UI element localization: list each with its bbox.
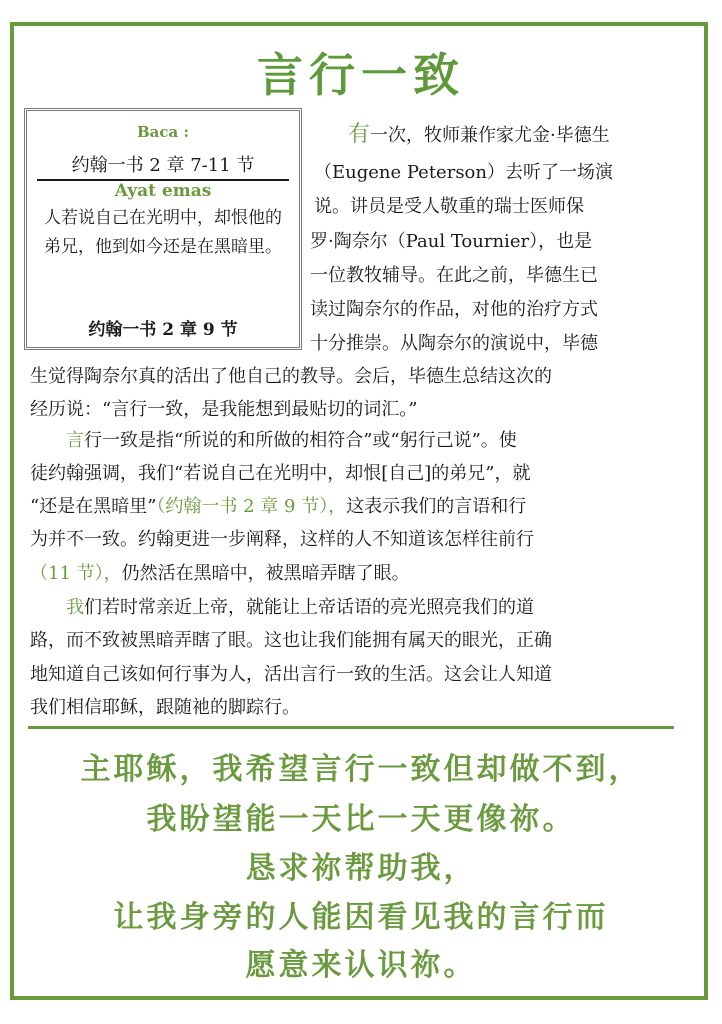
reading-reference: 约翰一书 2 章 7-11 节 [71,155,255,176]
paragraph-1-line-8: 生觉得陶奈尔真的活出了他自己的教导。会后，毕德生总结这次的 [30,366,552,387]
section-divider [28,726,674,729]
paragraph-1-line-7: 十分推崇。从陶奈尔的演说中，毕德 [310,333,598,354]
key-verse-reference: 约翰一书 2 章 9 节 [88,320,238,340]
paragraph-1-line-6: 读过陶奈尔的作品，对他的治疗方式 [310,299,598,320]
paragraph-1-line-5: 一位教牧辅导。在此之前，毕德生已 [310,265,598,286]
baca-label: Baca : [136,123,189,141]
dropcap: 我 [66,597,84,618]
paragraph-2-line-3: “还是在黑暗里”（约翰一书 2 章 9 节），这表示我们的言语和行 [30,496,527,517]
paragraph-2-line-1: 言行一致是指“所说的和所做的相符合”或“躬行己说”。使 [66,430,517,451]
prayer-line-5: 愿意来认识祢。 [245,948,477,983]
paragraph-1-line-3: 说。讲员是受人敬重的瑞士医师保 [314,196,584,217]
paragraph-1-line-4: 罗·陶奈尔（Paul Tournier），也是 [310,231,593,252]
paragraph-3-line-1: 我们若时常亲近上帝，就能让上帝话语的亮光照亮我们的道 [66,597,534,618]
dropcap: 言 [66,430,84,451]
scripture-box [24,108,302,350]
verse-citation: （11 节）， [30,563,122,584]
prayer-line-2: 我盼望能一天比一天更像祢。 [146,802,576,837]
page-title: 言行一致 [257,48,465,102]
paragraph-2-line-5: （11 节），仍然活在黑暗中，被黑暗弄瞎了眼。 [30,563,410,584]
paragraph-1-line-9: 经历说：“言行一致，是我能想到最贴切的词汇。” [30,399,418,420]
paragraph-2-line-4: 为并不一致。约翰更进一步阐释，这样的人不知道该怎样往前行 [30,529,534,550]
paragraph-3-line-2: 路，而不致被黑暗弄瞎了眼。这也让我们能拥有属天的眼光，正确 [30,630,552,651]
prayer-line-3: 恳求祢帮助我， [245,851,477,886]
prayer-line-4: 让我身旁的人能因看见我的言行而 [113,900,609,935]
paragraph-1-line-1: 有一次，牧师兼作家尤金·毕德生 [348,122,610,147]
paragraph-3-line-3: 地知道自己该如何行事为人，活出言行一致的生活。这会让人知道 [30,664,552,685]
key-verse-text: 人若说自己在光明中，却恨他的弟兄，他到如今还是在黑暗里。 [44,208,282,257]
verse-citation: （约翰一书 2 章 9 节）， [156,496,347,517]
paragraph-2-line-2: 徒约翰强调，我们“若说自己在光明中，却恨[自己]的弟兄”，就 [30,463,531,484]
dropcap: 有 [348,122,371,147]
paragraph-1-line-2: （Eugene Peterson）去听了一场演 [314,162,613,183]
paragraph-3-line-4: 我们相信耶稣，跟随祂的脚踪行。 [30,697,300,718]
ayat-label: Ayat emas [114,181,212,201]
prayer-line-1: 主耶稣，我希望言行一致但却做不到， [80,752,642,787]
